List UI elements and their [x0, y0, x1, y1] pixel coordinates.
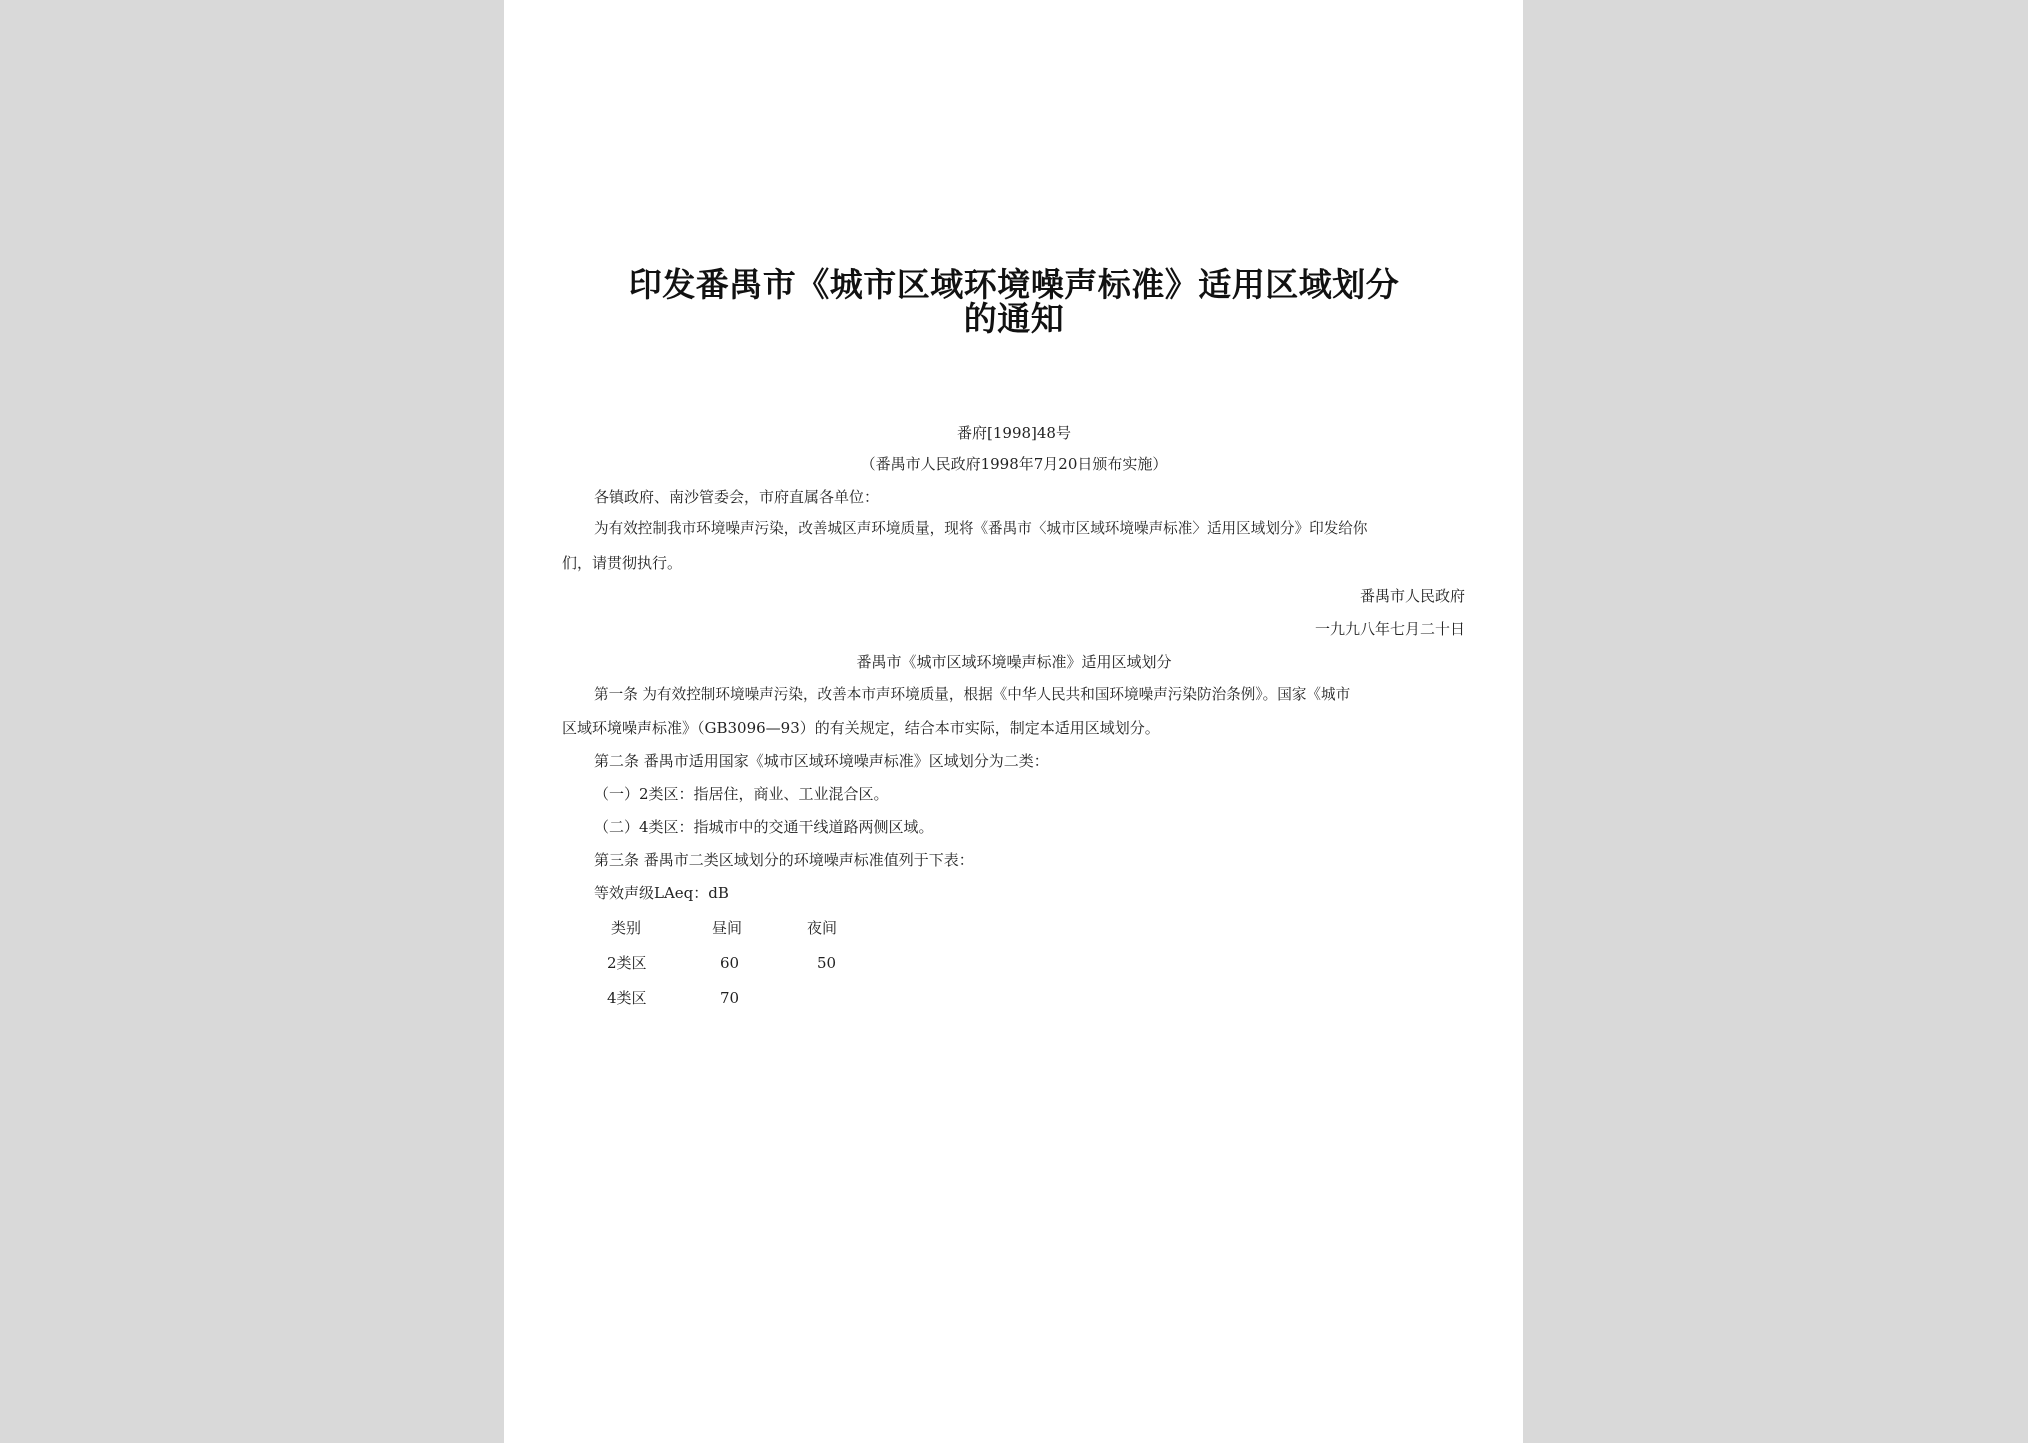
issue-note: （番禺市人民政府1998年7月20日颁布实施） — [860, 455, 1168, 473]
issuer-signature: 番禺市人民政府 — [1359, 587, 1465, 605]
article-2-item-2: （二）4类区：指城市中的交通干线道路两侧区域。 — [594, 818, 934, 836]
article-3: 第三条 番禺市二类区域划分的环境噪声标准值列于下表： — [594, 851, 974, 869]
document-number: 番府[1998]48号 — [957, 424, 1071, 442]
table-header-category: 类别 — [611, 919, 642, 937]
article-1-line-2: 区域环境噪声标准》（GB3096—93）的有关规定，结合本市实际，制定本适用区域划分。 — [562, 719, 1160, 737]
article-2-item-1: （一）2类区：指居住，商业、工业混合区。 — [594, 785, 889, 803]
attachment-title: 番禺市《城市区域环境噪声标准》适用区域划分 — [856, 653, 1172, 671]
table-row-2-daytime: 70 — [720, 989, 740, 1007]
document-page — [504, 0, 1523, 1443]
article-1-line-1: 第一条 为有效控制环境噪声污染，改善本市声环境质量，根据《中华人民共和国环境噪声污染防治条例》。国家《城市 — [594, 686, 1351, 703]
body-line-2: 们，请贯彻执行。 — [562, 554, 683, 572]
unit-note: 等效声级LAeq：dB — [594, 884, 729, 902]
table-header-nighttime: 夜间 — [807, 919, 838, 937]
body-line-1: 为有效控制我市环境噪声污染，改善城区声环境质量，现将《番禺市〈城市区域环境噪声标准〉适用区域划分》印发给你 — [594, 520, 1368, 537]
article-2: 第二条 番禺市适用国家《城市区域环境噪声标准》区域划分为二类： — [594, 752, 1049, 770]
salutation: 各镇政府、南沙管委会，市府直属各单位： — [594, 488, 880, 506]
document-title-line1: 印发番禺市《城市区域环境噪声标准》适用区域划分 — [628, 265, 1400, 304]
table-row-2-category: 4类区 — [607, 989, 647, 1007]
document-title-line2: 的通知 — [963, 299, 1065, 338]
table-row-1-daytime: 60 — [720, 954, 740, 972]
issue-date: 一九九八年七月二十日 — [1314, 620, 1465, 638]
table-row-1-category: 2类区 — [607, 954, 647, 972]
table-row-1-nighttime: 50 — [817, 954, 837, 972]
table-header-daytime: 昼间 — [712, 919, 743, 937]
